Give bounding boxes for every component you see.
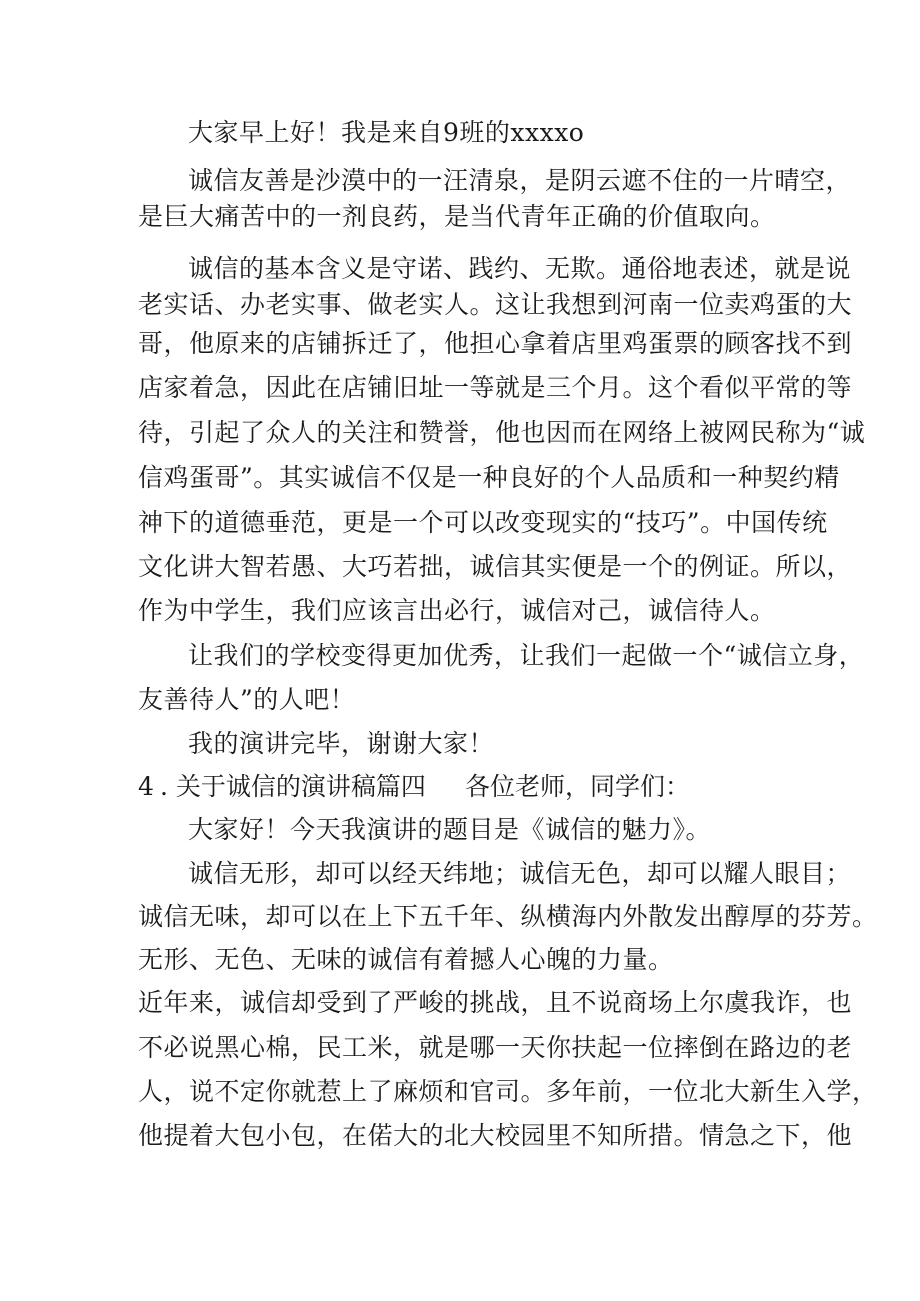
paragraph-line: 诚信无味，却可以在上下五千年、纵横海内外散发出醇厚的芬芳。 <box>138 902 878 931</box>
paragraph-line: 诚信的基本含义是守诺、践约、无欺。通俗地表述，就是说 <box>188 254 852 283</box>
paragraph-line: 待，引起了众人的关注和赞誉，他也因而在网络上被网民称为“诚 <box>138 418 866 447</box>
paragraph-line: 无形、无色、无味的诚信有着撼人心魄的力量。 <box>138 945 674 974</box>
paragraph-line: 人，说不定你就惹上了麻烦和官司。多年前，一位北大新生入学， <box>138 1077 878 1106</box>
paragraph-line: 哥，他原来的店铺拆迁了，他担心拿着店里鸡蛋票的顾客找不到 <box>138 329 853 358</box>
paragraph-line: 老实话、办老实事、做老实人。这让我想到河南一位卖鸡蛋的大 <box>138 290 853 319</box>
paragraph-line: 友善待人”的人吧！ <box>138 685 356 714</box>
paragraph-line: 我的演讲完毕，谢谢大家！ <box>188 729 495 758</box>
paragraph-line: 他提着大包小包，在偌大的北大校园里不知所措。情急之下，他 <box>138 1121 853 1150</box>
paragraph-line: 文化讲大智若愚、大巧若拙，诚信其实便是一个的例证。所以， <box>138 552 853 581</box>
section-number: 4 <box>138 772 154 801</box>
paragraph-line: 近年来，诚信却受到了严峻的挑战，且不说商场上尔虞我诈，也 <box>138 988 853 1017</box>
paragraph-line: 诚信无形，却可以经天纬地；诚信无色，却可以耀人眼目； <box>188 859 852 888</box>
paragraph-line: 是巨大痛苦中的一剂良药，是当代青年正确的价值取向。 <box>138 202 776 231</box>
paragraph-line: 店家着急，因此在店铺旧址一等就是三个月。这个看似平常的等 <box>138 373 853 402</box>
section-greeting: 各位老师，同学们： <box>465 772 691 801</box>
paragraph-line: 信鸡蛋哥”。其实诚信不仅是一种良好的个人品质和一种契约精 <box>138 463 840 492</box>
section-title: . 关于诚信的演讲稿篇四 <box>160 772 426 801</box>
paragraph-line: 大家好！今天我演讲的题目是《诚信的魅力》。 <box>188 815 712 844</box>
paragraph-line: 诚信友善是沙漠中的一汪清泉，是阴云遮不住的一片晴空， <box>188 166 852 195</box>
paragraph-line: 让我们的学校变得更加优秀，让我们一起做一个“诚信立身， <box>188 641 865 670</box>
paragraph-line: 大家早上好！我是来自9班的xxxxo <box>188 118 585 147</box>
paragraph-line: 不必说黑心棉，民工米，就是哪一天你扶起一位摔倒在路边的老 <box>138 1033 853 1062</box>
paragraph-line: 神下的道德垂范，更是一个可以改变现实的“技巧”。中国传统 <box>138 508 828 537</box>
paragraph-line: 作为中学生，我们应该言出必行，诚信对己，诚信待人。 <box>138 596 776 625</box>
